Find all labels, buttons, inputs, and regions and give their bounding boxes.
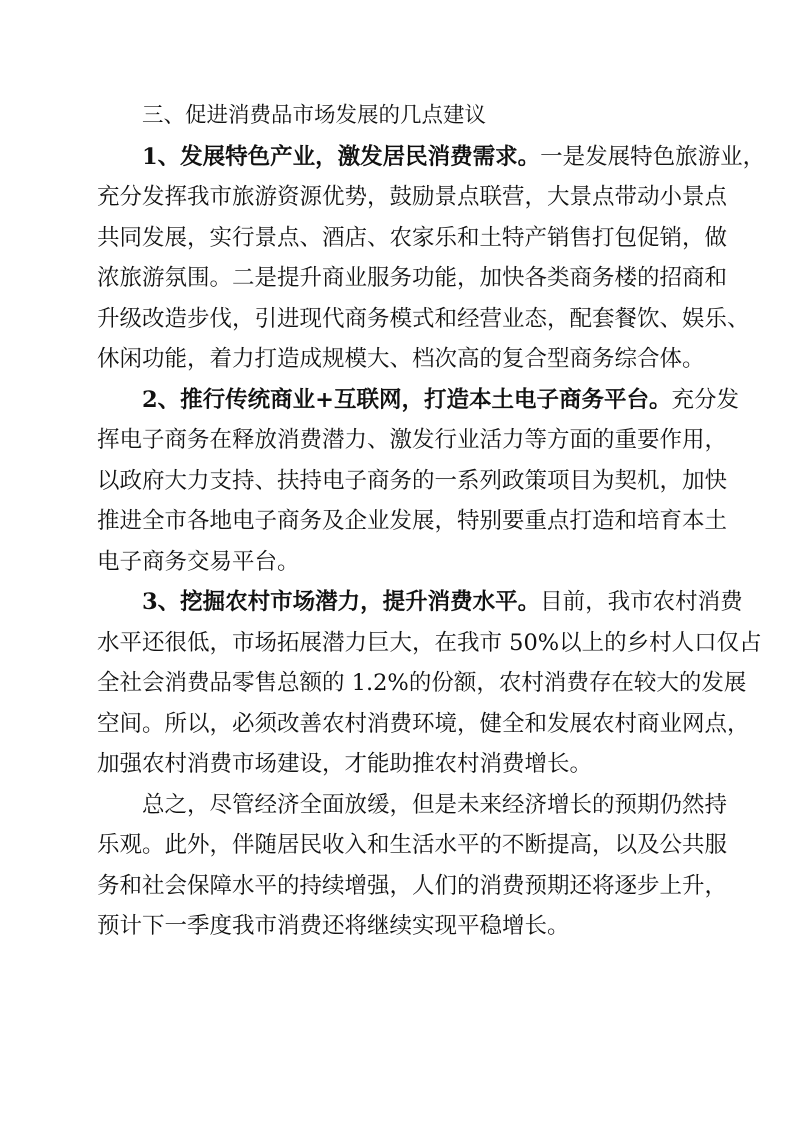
paragraph-4-line-1: 总之，尽管经济全面放缓，但是未来经济增长的预期仍然持 [142, 791, 728, 818]
paragraph-3-line-1 [97, 582, 743, 623]
paragraph-4-line-4: 预计下一季度我市消费还将继续实现平稳增长。 [97, 913, 570, 939]
paragraph-4 [97, 785, 728, 947]
paragraph-2-line-5: 电子商务交易平台。 [97, 548, 300, 575]
paragraph-1 [97, 137, 766, 380]
paragraph-1-lead: 1、发展特色产业，激发居民消费需求。 [142, 143, 541, 170]
paragraph-4-line-2: 乐观。此外，伴随居民收入和生活水平的不断提高，以及公共服 [97, 832, 728, 858]
paragraph-3-line-2: 水平还很低，市场拓展潜力巨大，在我市 50%以上的乡村人口仅占 [97, 629, 762, 656]
document-body [97, 96, 766, 947]
paragraph-2-line-1 [97, 380, 740, 421]
paragraph-3-lead: 3、挖掘农村市场潜力，提升消费水平。 [142, 589, 541, 615]
paragraph-3-line-1-text: 目前，我市农村消费 [540, 589, 743, 615]
paragraph-4-line-3: 务和社会保障水平的持续增强，人们的消费预期还将逐步上升， [97, 872, 728, 899]
paragraph-1-line-1-text: 一是发展特色旅游业， [540, 143, 766, 170]
paragraph-2-line-3: 以政府大力支持、扶持电子商务的一系列政策项目为契机，加快 [97, 467, 728, 494]
paragraph-2-line-4: 推进全市各地电子商务及企业发展，特别要重点打造和培育本土 [97, 508, 728, 534]
paragraph-3 [97, 582, 762, 785]
paragraph-1-line-2: 充分发挥我市旅游资源优势，鼓励景点联营，大景点带动小景点 [97, 184, 728, 210]
paragraph-2-lead: 2、推行传统商业+互联网，打造本土电子商务平台。 [142, 386, 672, 413]
section-heading: 三、促进消费品市场发展的几点建议 [142, 103, 487, 128]
paragraph-2-line-2: 挥电子商务在释放消费潜力、激发行业活力等方面的重要作用， [97, 427, 728, 453]
paragraph-3-line-4: 空间。所以，必须改善农村消费环境，健全和发展农村商业网点， [97, 710, 750, 737]
paragraph-3-line-5: 加强农村消费市场建设，才能助推农村消费增长。 [97, 751, 593, 777]
paragraph-1-line-4: 浓旅游氛围。二是提升商业服务功能，加快各类商务楼的招商和 [97, 265, 728, 291]
paragraph-1-line-3: 共同发展，实行景点、酒店、农家乐和土特产销售打包促销，做 [97, 224, 728, 251]
paragraph-1-line-6: 休闲功能，着力打造成规模大、档次高的复合型商务综合体。 [97, 346, 705, 372]
paragraph-1-line-5: 升级改造步伐，引进现代商务模式和经营业态，配套餐饮、娱乐、 [97, 305, 750, 332]
paragraph-2-line-1-text: 充分发 [671, 386, 740, 413]
paragraph-3-line-3: 全社会消费品零售总额的 1.2%的份额，农村消费存在较大的发展 [97, 670, 747, 696]
paragraph-2 [97, 380, 740, 583]
paragraph-1-line-1 [97, 137, 766, 178]
